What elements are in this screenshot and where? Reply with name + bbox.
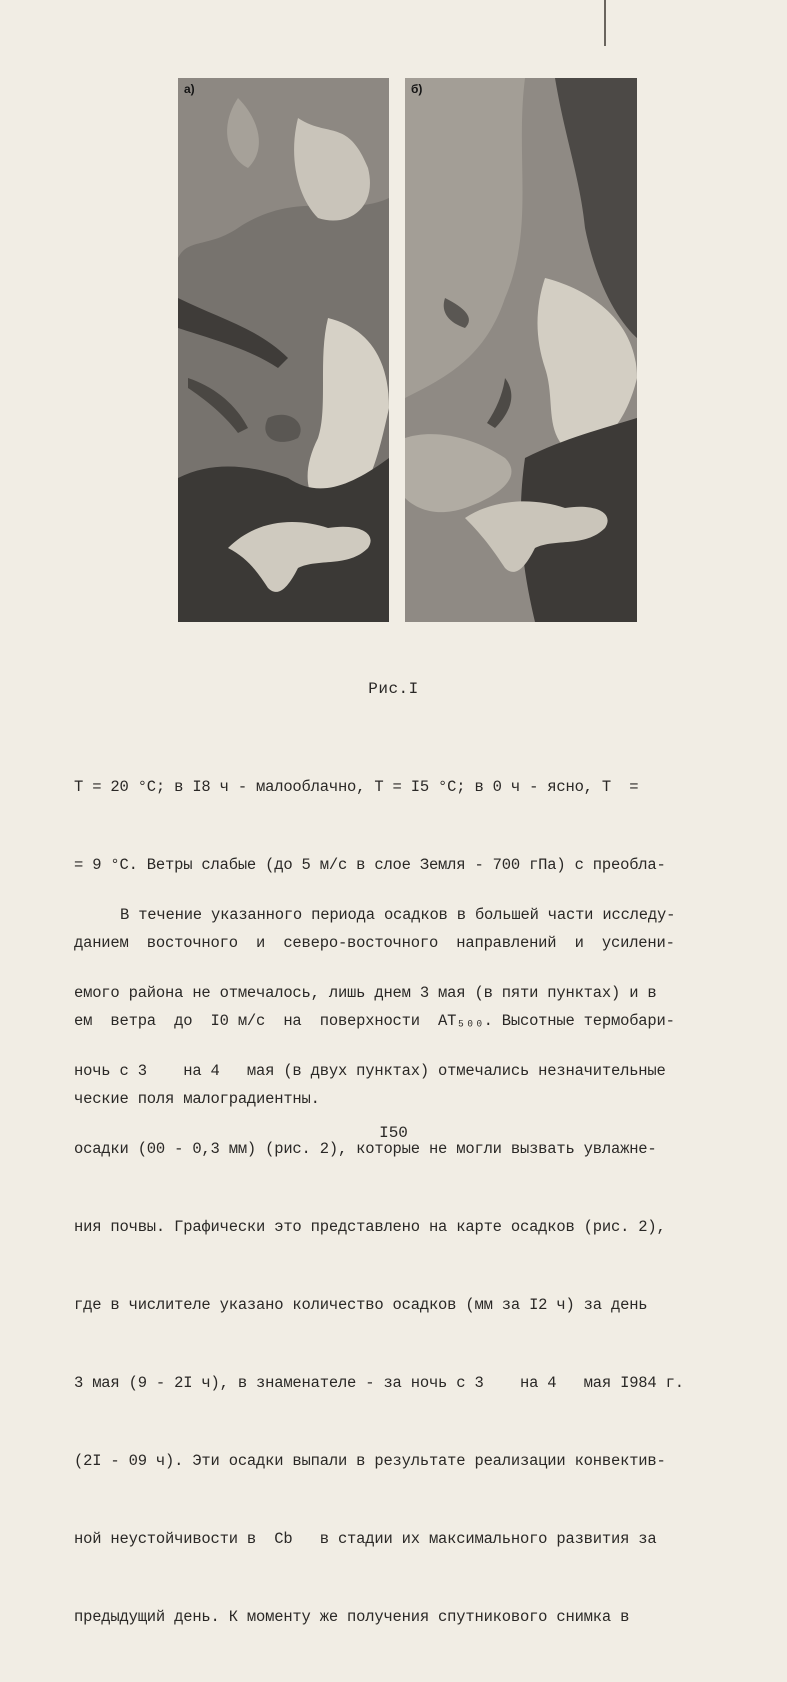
satellite-image-a bbox=[178, 78, 389, 622]
paragraph-1-line: ем ветра до I0 м/с на поверхности AT₅₀₀. Высотные термобари- bbox=[74, 1012, 675, 1030]
paragraph-2 bbox=[74, 850, 780, 1682]
panel-label-b: б) bbox=[411, 82, 423, 96]
paragraph-2-line: 3 мая (9 - 2I ч), в знаменателе - за ночь с 3 на 4 мая I984 г. bbox=[74, 1374, 684, 1392]
page-number: I50 bbox=[379, 1124, 408, 1142]
paragraph-1-line: ческие поля малоградиентны. bbox=[74, 1090, 320, 1108]
paragraph-2-line: емого района не отмечалось, лишь днем 3 мая (в пяти пунктах) и в bbox=[74, 984, 657, 1002]
paragraph-2-line: В течение указанного периода осадков в большей части исследу- bbox=[120, 906, 676, 924]
paragraph-2-line: осадки (00 - 0,3 мм) (рис. 2), которые не могли вызвать увлажне- bbox=[74, 1140, 657, 1158]
paragraph-1-line: Т = 20 °С; в I8 ч - малооблачно, Т = I5 °С; в 0 ч - ясно, Т = bbox=[74, 778, 639, 796]
paragraph-2-line: (2I - 09 ч). Эти осадки выпали в результате реализации конвектив- bbox=[74, 1452, 666, 1470]
satellite-image-b bbox=[405, 78, 637, 622]
satellite-image-b-graphic bbox=[405, 78, 637, 622]
figure-caption: Рис.I bbox=[368, 680, 419, 698]
panel-label-a: а) bbox=[184, 82, 195, 96]
satellite-image-a-graphic bbox=[178, 78, 389, 622]
paragraph-2-line: ночь с 3 на 4 мая (в двух пунктах) отмечались незначительные bbox=[74, 1062, 666, 1080]
page-edge-mark bbox=[604, 0, 606, 46]
paragraph-2-line: где в числителе указано количество осадков (мм за I2 ч) за день bbox=[74, 1296, 648, 1314]
paragraph-2-line: предыдущий день. К моменту же получения спутникового снимка в bbox=[74, 1608, 630, 1626]
paragraph-2-line: ния почвы. Графически это представлено на карте осадков (рис. 2), bbox=[74, 1218, 666, 1236]
paragraph-1-line: данием восточного и северо-восточного направлений и усилени- bbox=[74, 934, 675, 952]
paragraph-1-line: = 9 °С. Ветры слабые (до 5 м/с в слое Земля - 700 гПа) с преобла- bbox=[74, 856, 666, 874]
paragraph-2-line: ной неустойчивости в Cb в стадии их максимального развития за bbox=[74, 1530, 657, 1548]
